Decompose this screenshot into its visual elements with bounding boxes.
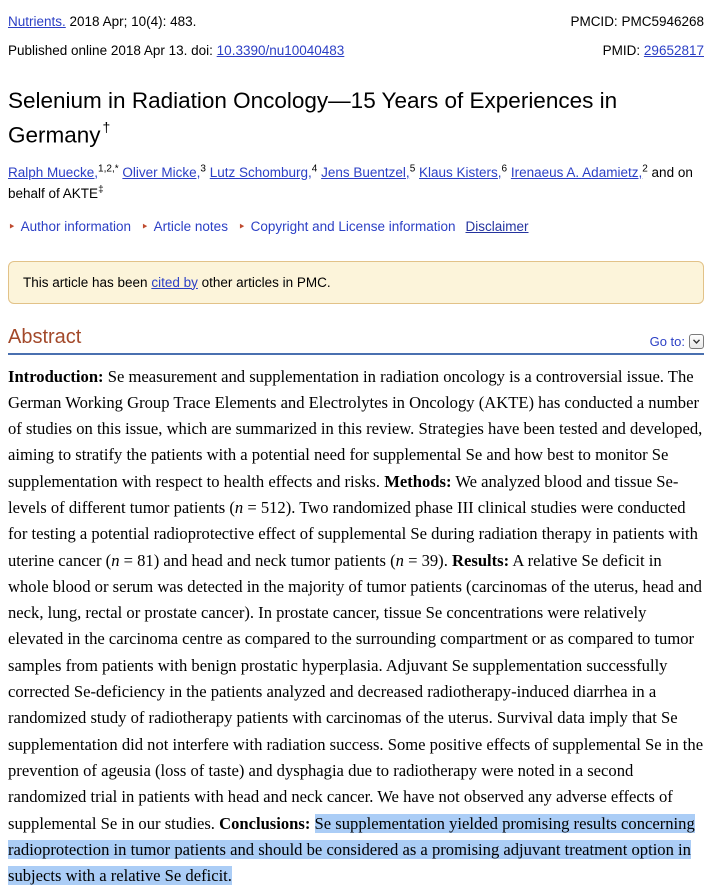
title-dagger: †: [103, 119, 111, 135]
author-link[interactable]: Ralph Muecke,: [8, 165, 98, 180]
author-affiliation-sup: 1,2,*: [98, 163, 119, 174]
author-affiliation-sup: 5: [410, 163, 416, 174]
goto-link[interactable]: [650, 334, 704, 349]
abstract-segment: Introduction:: [8, 367, 104, 386]
author-affiliation-sup: 4: [312, 163, 318, 174]
triangle-bullet-icon: ‣: [141, 219, 149, 234]
author-affiliation-sup: 3: [200, 163, 206, 174]
abstract-segment: = 512). Two randomized phase III clinical studies were conducted for testing a potential radioprotective effect of supplemental Se during radiation therapy in patients with uterine cancer (: [8, 498, 698, 570]
disclaimer-link[interactable]: Disclaimer: [466, 219, 529, 234]
author-group-text: and on behalf of AKTE: [8, 165, 693, 201]
doi-link[interactable]: 10.3390/nu10040483: [217, 43, 345, 58]
abstract-segment: A relative Se deficit in whole blood or serum was detected in the majority of tumor patients (carcinomas of the uterus, head and neck, lung, rectal or prostate cancer). In prostate cancer, tissue Se concentrations were relatively elevated in the carcinoma centre as compared to the surrounding compartment or as compared to tumor samples from patients with benign prostatic hyperplasia. Adjuvant Se supplementation successfully corrected Se-deficiency in the patients analyzed and decreased radiotherapy-induced diarrhea in a randomized study of radiotherapy patients with carcinomas of the uterus. Survival data imply that Se supplementation did not interfere with radiation success. Some positive effects of supplemental Se in the prevention of ageusia (loss of taste) and dysphagia due to radiotherapy were noted in a second randomized trial in patients with head and neck cancer. We have not observed any adverse effects of supplemental Se in our studies.: [8, 551, 703, 833]
cited-by-suffix: other articles in PMC.: [198, 275, 331, 290]
author-link[interactable]: Klaus Kisters,: [419, 165, 502, 180]
abstract-segment: [310, 814, 314, 833]
abstract-section-header: [8, 326, 704, 355]
abstract-text: [8, 364, 704, 889]
cited-by-box: [8, 261, 704, 304]
title-text: Selenium in Radiation Oncology—15 Years of Experiences in Germany: [8, 88, 617, 148]
selected-text: Se supplementation yielded promising results concerning radioprotection in tumor patients and should be considered as a promising adjuvant treatment option in subjects with a relative Se deficit.: [8, 814, 695, 886]
chevron-down-icon[interactable]: [689, 334, 704, 349]
abstract-heading: Abstract: [8, 326, 81, 349]
journal-citation: [8, 12, 196, 32]
pmid-line: [603, 41, 704, 61]
citation-text: 2018 Apr; 10(4): 483.: [66, 14, 197, 29]
author-list: [8, 162, 704, 204]
page-title: [8, 87, 704, 150]
citation-row-1: [8, 12, 704, 32]
article-info-link[interactable]: Author information: [21, 219, 131, 234]
author-affiliation-sup: 2: [642, 163, 648, 174]
abstract-segment: n: [111, 551, 119, 570]
citation-row-2: [8, 41, 704, 61]
abstract-segment: Se measurement and supplementation in radiation oncology is a controversial issue. The German Working Group Trace Elements and Electrolytes in Oncology (AKTE) has conducted a number of studies on this issue, which are summarized in this review. Strategies have been tested and developed, aiming to stratify the patients with a potential need for supplemental Se and how best to monitor Se supplementation with respect to health effects and risks.: [8, 367, 702, 491]
author-group-sup: ‡: [98, 184, 104, 195]
author-link[interactable]: Irenaeus A. Adamietz,: [511, 165, 642, 180]
triangle-bullet-icon: ‣: [8, 219, 16, 234]
goto-label: Go to:: [650, 334, 685, 349]
author-link[interactable]: Jens Buentzel,: [321, 165, 410, 180]
author-link[interactable]: Lutz Schomburg,: [210, 165, 312, 180]
article-info-link[interactable]: Article notes: [154, 219, 228, 234]
article-info-links: [8, 218, 704, 236]
abstract-segment: Methods:: [384, 472, 451, 491]
triangle-bullet-icon: ‣: [238, 219, 246, 234]
pmid-link[interactable]: 29652817: [644, 43, 704, 58]
author-link[interactable]: Oliver Micke,: [122, 165, 200, 180]
cited-by-text: This article has been: [23, 275, 151, 290]
pmid-label: PMID:: [603, 43, 644, 58]
article-info-link[interactable]: Copyright and License information: [251, 219, 456, 234]
abstract-segment: n: [396, 551, 404, 570]
abstract-segment: = 39).: [404, 551, 452, 570]
author-affiliation-sup: 6: [502, 163, 508, 174]
cited-by-link[interactable]: cited by: [151, 275, 198, 290]
abstract-segment: Results:: [452, 551, 509, 570]
published-text: Published online 2018 Apr 13. doi:: [8, 43, 217, 58]
pmcid: PMCID: PMC5946268: [570, 12, 704, 32]
abstract-segment: We analyzed blood and tissue Se-levels of different tumor patients (: [8, 472, 678, 517]
abstract-segment: n: [235, 498, 243, 517]
published-line: [8, 41, 344, 61]
abstract-segment: = 81) and head and neck tumor patients (: [119, 551, 395, 570]
journal-link[interactable]: Nutrients.: [8, 14, 66, 29]
abstract-segment: Conclusions:: [219, 814, 310, 833]
